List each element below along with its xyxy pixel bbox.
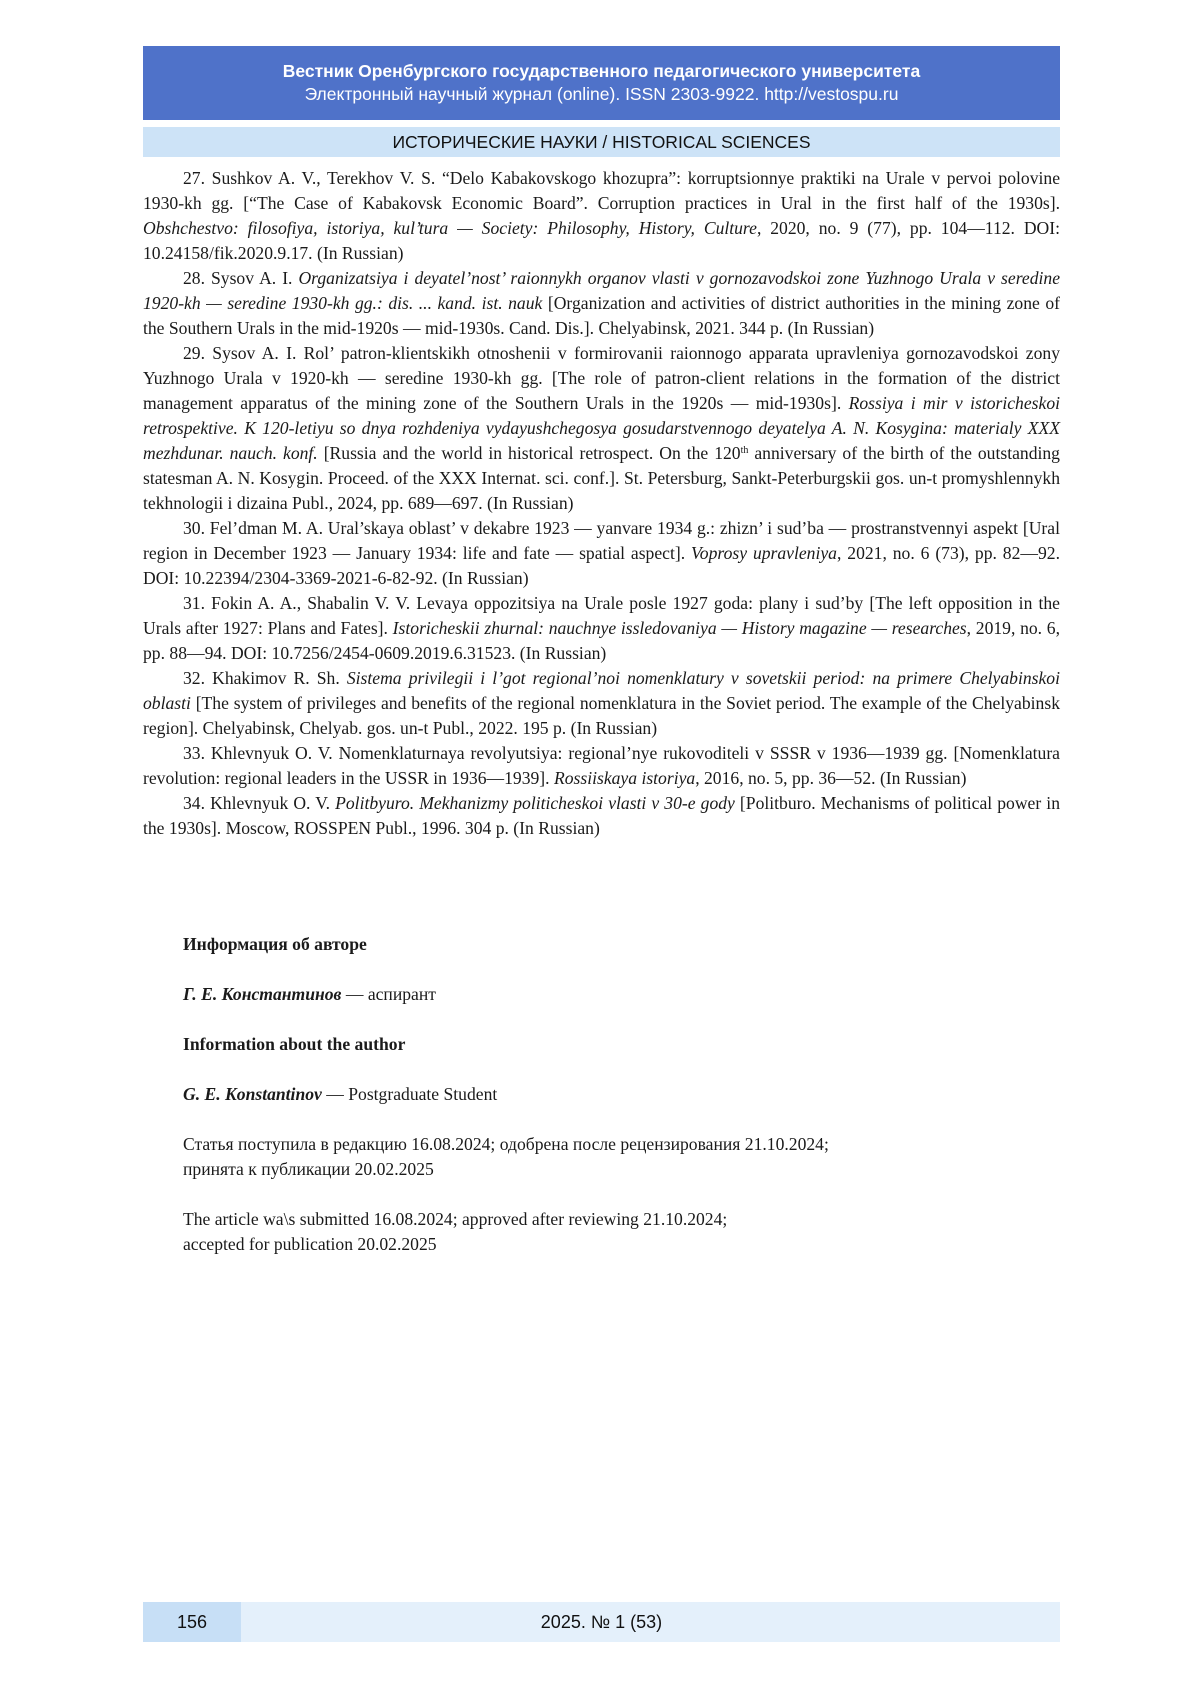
reference-item: 30. Fel’dman M. A. Ural’skaya oblast’ v dekabre 1923 — yanvare 1934 g.: zhizn’ i sud’ba — prostranstvennyi aspekt [Ural region in December 1923 — January 1934: life and fate — spatial aspect]. Voprosy upravleniya, 2021, no. 6 (73), pp. 82—92. DOI: 10.22394/2304-3369-2021-6-82-92. (In Russian) — [143, 518, 1060, 588]
section-title: ИСТОРИЧЕСКИЕ НАУКИ / HISTORICAL SCIENCES — [143, 127, 1060, 157]
page-number: 156 — [143, 1602, 241, 1642]
journal-subtitle: Электронный научный журнал (online). ISSN 2303-9922. http://vestospu.ru — [304, 84, 899, 104]
author-info-heading-en: Information about the author — [183, 1034, 406, 1054]
article-dates-ru-2: принята к публикации 20.02.2025 — [183, 1159, 434, 1179]
reference-item: 27. Sushkov A. V., Terekhov V. S. “Delo Kabakovskogo khozupra”: korruptsionnye praktiki na Urale v pervoi polovine 1930-kh gg. [“The Case of Kabakovsk Economic Board”. Corruption practices in Ural in the first half of the 1930s]. Obshchestvo: filosofiya, istoriya, kul’tura — Society: Philosophy, History, Culture, 2020, no. 9 (77), pp. 104—112. DOI: 10.24158/fik.2020.9.17. (In Russian) — [143, 168, 1060, 263]
journal-title: Вестник Оренбургского государственного педагогического университета — [282, 61, 921, 81]
author-line-ru: Г. Е. Константинов — аспирант — [183, 984, 436, 1004]
journal-header — [143, 46, 1060, 120]
reference-item: 28. Sysov A. I. Organizatsiya i deyatel’nost’ raionnykh organov vlasti v gornozavodskoi zone Yuzhnogo Urala v seredine 1920-kh — seredine 1930-kh gg.: dis. ... kand. ist. nauk [Organization and activities of district authorities in the mining zone of the Southern Urals in the mid-1920s — mid-1930s. Cand. Dis.]. Chelyabinsk, 2021. 344 p. (In Russian) — [143, 268, 1060, 338]
article-dates-en: The article wa\s submitted 16.08.2024; approved after reviewing 21.10.2024; — [183, 1209, 728, 1229]
author-info-heading-ru: Информация об авторе — [183, 934, 367, 954]
reference-item: 32. Khakimov R. Sh. Sistema privilegii i l’got regional’noi nomenklatury v sovetskii period: na primere Chelyabinskoi oblasti [The system of privileges and benefits of the regional nomenklatura in the Soviet period. The example of the Chelyabinsk region]. Chelyabinsk, Chelyab. gos. un-t Publ., 2022. 195 p. (In Russian) — [143, 668, 1060, 738]
author-info — [183, 932, 1043, 1257]
article-dates-en-2: accepted for publication 20.02.2025 — [183, 1234, 437, 1254]
reference-item: 29. Sysov A. I. Rol’ patron-klientskikh otnoshenii v formirovanii raionnogo apparata upravleniya gornozavodskoi zony Yuzhnogo Urala v 1920-kh — seredine 1930-kh gg. [The role of patron-client relations in the formation of the district management apparatus of the mining zone of the Southern Urals in the 1920s — mid-1930s]. Rossiya i mir v istoricheskoi retrospektive. K 120-letiyu so dnya rozhdeniya vydayushchegosya gosudarstvennogo deyatelya A. N. Kosygina: materialy XXX mezhdunar. nauch. konf. [Russia and the world in historical retrospect. On the 120th anniversary of the birth of the outstanding statesman A. N. Kosygin. Proceed. of the XXX Internat. sci. conf.]. St. Petersburg, Sankt-Peterburgskii gos. un-t promyshlennykh tekhnologii i dizaina Publ., 2024, pp. 689—697. (In Russian) — [143, 343, 1061, 513]
reference-item: 31. Fokin A. A., Shabalin V. V. Levaya oppozitsiya na Urale posle 1927 goda: plany i sud’by [The left opposition in the Urals after 1927: Plans and Fates]. Istoricheskii zhurnal: nauchnye issledovaniya — History magazine — researches, 2019, no. 6, pp. 88—94. DOI: 10.7256/2454-0609.2019.6.31523. (In Russian) — [143, 593, 1060, 663]
reference-list — [143, 166, 1060, 841]
article-dates-ru: Статья поступила в редакцию 16.08.2024; одобрена после рецензирования 21.10.2024; — [183, 1134, 829, 1154]
reference-item: 33. Khlevnyuk O. V. Nomenklaturnaya revolyutsiya: regional’nye rukovoditeli v SSSR v 1936—1939 gg. [Nomenklatura revolution: regional leaders in the USSR in 1936—1939]. Rossiiskaya istoriya, 2016, no. 5, pp. 36—52. (In Russian) — [143, 743, 1060, 788]
reference-item: 34. Khlevnyuk O. V. Politbyuro. Mekhanizmy politicheskoi vlasti v 30-e gody [Politburo. Mechanisms of political power in the 1930s]. Moscow, ROSSPEN Publ., 1996. 304 p. (In Russian) — [143, 793, 1060, 838]
page-footer — [143, 1602, 1060, 1642]
issue-number: 2025. № 1 (53) — [540, 1612, 663, 1632]
author-line-en: G. E. Konstantinov — Postgraduate Student — [183, 1084, 498, 1104]
